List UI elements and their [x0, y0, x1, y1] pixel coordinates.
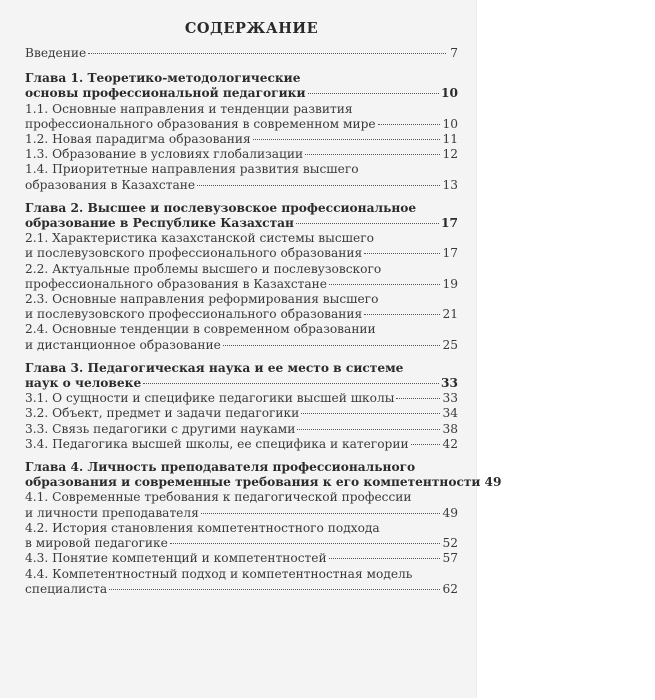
entry-last-line [25, 117, 458, 132]
dot-leader [329, 284, 440, 285]
page-number: 42 [442, 436, 458, 451]
entry-text-line: 2.2. Актуальные проблемы высшего и послевузовского [25, 261, 382, 276]
toc-entry-chapter-4[interactable] [25, 460, 502, 490]
page-number: 21 [442, 307, 458, 322]
entry-text-line: 2.1. Характеристика казахстанской системы высшего [25, 231, 374, 246]
entry-text-line: образования в Казахстане [25, 177, 196, 192]
page-number: 33 [442, 391, 458, 406]
entry-text-line: 1.3. Образование в условиях глобализации [25, 147, 304, 162]
dot-leader [223, 345, 441, 346]
entry-text-line: 1.2. Новая парадигма образования [25, 132, 251, 147]
toc-entry-section-1-4[interactable] [25, 162, 458, 192]
entry-last-line [25, 147, 458, 162]
entry-last-line [25, 216, 458, 231]
dot-leader [170, 543, 441, 544]
toc-entry-section-1-3[interactable] [25, 147, 458, 162]
entry-last-line [25, 132, 458, 147]
entry-text-line: наук о человеке [25, 376, 142, 391]
page-number: 52 [442, 536, 458, 551]
entry-text-line: 3.1. О сущности и специфике педагогики высшей школы [25, 391, 395, 406]
entry-text-line: 2.3. Основные направления реформирования высшего [25, 292, 379, 307]
page-number: 17 [442, 246, 458, 261]
toc-entry-chapter-2[interactable] [25, 201, 458, 231]
entry-last-line [25, 391, 458, 406]
dot-leader [329, 558, 441, 559]
page-number: 10 [442, 116, 458, 131]
entry-text-line: в мировой педагогике [25, 536, 168, 551]
entry-text-line: Глава 4. Личность преподавателя профессионального [25, 460, 416, 475]
dot-leader [301, 413, 440, 414]
entry-last-line [25, 307, 458, 322]
page-number: 49 [442, 505, 458, 520]
toc-entry-section-3-3[interactable] [25, 422, 458, 437]
entry-text-line: образования и современные требования к его компетентности [25, 475, 481, 490]
dot-leader [197, 185, 440, 186]
entry-text-line: 3.3. Связь педагогики с другими науками [25, 421, 296, 436]
dot-leader [109, 589, 440, 590]
entry-last-line [25, 246, 458, 261]
toc-entry-section-1-1[interactable] [25, 102, 458, 132]
page-number: 11 [442, 132, 458, 147]
entry-text-line: 2.4. Основные тенденции в современном образовании [25, 322, 376, 337]
dot-leader [378, 124, 441, 125]
toc-entry-section-4-4[interactable] [25, 567, 458, 597]
entry-text-line: основы профессиональной педагогики [25, 86, 306, 101]
dot-leader [364, 253, 440, 254]
entry-text-line: Глава 1. Теоретико-методологические [25, 71, 301, 86]
entry-text-line: 3.2. Объект, предмет и задачи педагогики [25, 406, 300, 421]
dot-leader [297, 429, 440, 430]
entry-text-line: и послевузовского профессионального образования [25, 307, 363, 322]
entry-last-line [25, 86, 458, 101]
page-number: 38 [442, 421, 458, 436]
entry-last-line [25, 551, 458, 566]
dot-leader [411, 444, 441, 445]
toc-entry-section-4-3[interactable] [25, 551, 458, 566]
dot-leader [305, 154, 440, 155]
entry-last-line [25, 506, 458, 521]
page-number: 17 [441, 216, 458, 231]
chapter-group [25, 460, 502, 597]
entry-text-line: 4.4. Компетентностный подход и компетентностная модель [25, 566, 413, 581]
toc-entry-section-4-2[interactable] [25, 521, 458, 551]
entry-last-line [25, 277, 458, 292]
entry-text-line: 1.1. Основные направления и тенденции развития [25, 101, 353, 116]
toc-entry-section-3-1[interactable] [25, 391, 458, 406]
toc-entry-section-2-3[interactable] [25, 292, 458, 322]
chapter-group [25, 201, 458, 353]
entry-last-line [25, 536, 458, 551]
dot-leader [201, 513, 441, 514]
page-number: 34 [442, 406, 458, 421]
entry-last-line [25, 338, 458, 353]
table-of-contents [25, 20, 502, 597]
entry-last-line [25, 376, 458, 391]
page-number: 33 [441, 376, 458, 391]
dot-leader [308, 93, 440, 94]
entry-last-line [25, 437, 458, 452]
page-number: 7 [450, 46, 458, 60]
toc-entry-section-3-4[interactable] [25, 437, 458, 452]
entry-text-line: Глава 2. Высшее и послевузовское профессиональное [25, 200, 417, 215]
entry-last-line [25, 178, 458, 193]
entry-text-line: профессионального образования в современном мире [25, 116, 376, 131]
entry-text-line: и личности преподавателя [25, 505, 199, 520]
entry-text-line: 3.4. Педагогика высшей школы, ее специфика и категории [25, 436, 409, 451]
entry-text-line: образование в Республике Казахстан [25, 216, 294, 231]
entry-text-line: 4.3. Понятие компетенций и компетентностей [25, 551, 327, 566]
entry-text-line: 4.1. Современные требования к педагогической профессии [25, 490, 412, 505]
toc-entry-section-4-1[interactable] [25, 490, 458, 520]
entry-text-line: профессионального образования в Казахстане [25, 276, 328, 291]
entry-last-line [25, 582, 458, 597]
toc-entry-intro[interactable] [25, 46, 458, 61]
entry-last-line [25, 475, 502, 490]
entry-text-line: 4.2. История становления компетентностного подхода [25, 520, 380, 535]
dot-leader [364, 314, 440, 315]
entry-text-line: и дистанционное образование [25, 337, 221, 352]
page-number: 12 [442, 147, 458, 162]
page-number: 57 [442, 551, 458, 566]
entry-text-line: и послевузовского профессионального образования [25, 246, 363, 261]
page-number: 62 [442, 581, 458, 596]
page-number: 49 [484, 475, 502, 490]
dot-leader [396, 398, 440, 399]
entry-last-line [25, 406, 458, 421]
page-number: 13 [442, 177, 458, 192]
toc-entry-section-2-1[interactable] [25, 231, 458, 261]
page-number: 25 [442, 337, 458, 352]
dot-leader [296, 223, 439, 224]
entry-text: Введение [25, 46, 87, 60]
dot-leader [88, 53, 446, 54]
toc-entry-section-1-2[interactable] [25, 132, 458, 147]
entry-text-line: 1.4. Приоритетные направления развития высшего [25, 162, 359, 177]
dot-leader [253, 139, 441, 140]
chapter-group [25, 71, 458, 193]
toc-entry-section-2-2[interactable] [25, 262, 458, 292]
dot-leader [143, 383, 439, 384]
page-number: 10 [441, 86, 458, 101]
chapters-list [25, 71, 502, 597]
toc-entry-section-3-2[interactable] [25, 406, 458, 421]
toc-title: СОДЕРЖАНИЕ [184, 20, 319, 37]
chapter-group [25, 361, 458, 452]
entry-last-line [25, 422, 458, 437]
toc-entry-section-2-4[interactable] [25, 322, 458, 352]
entry-text-line: Глава 3. Педагогическая наука и ее место в системе [25, 360, 404, 375]
page-number: 19 [442, 276, 458, 291]
entry-text-line: специалиста [25, 581, 108, 596]
toc-entry-chapter-3[interactable] [25, 361, 458, 391]
toc-entry-chapter-1[interactable] [25, 71, 458, 101]
